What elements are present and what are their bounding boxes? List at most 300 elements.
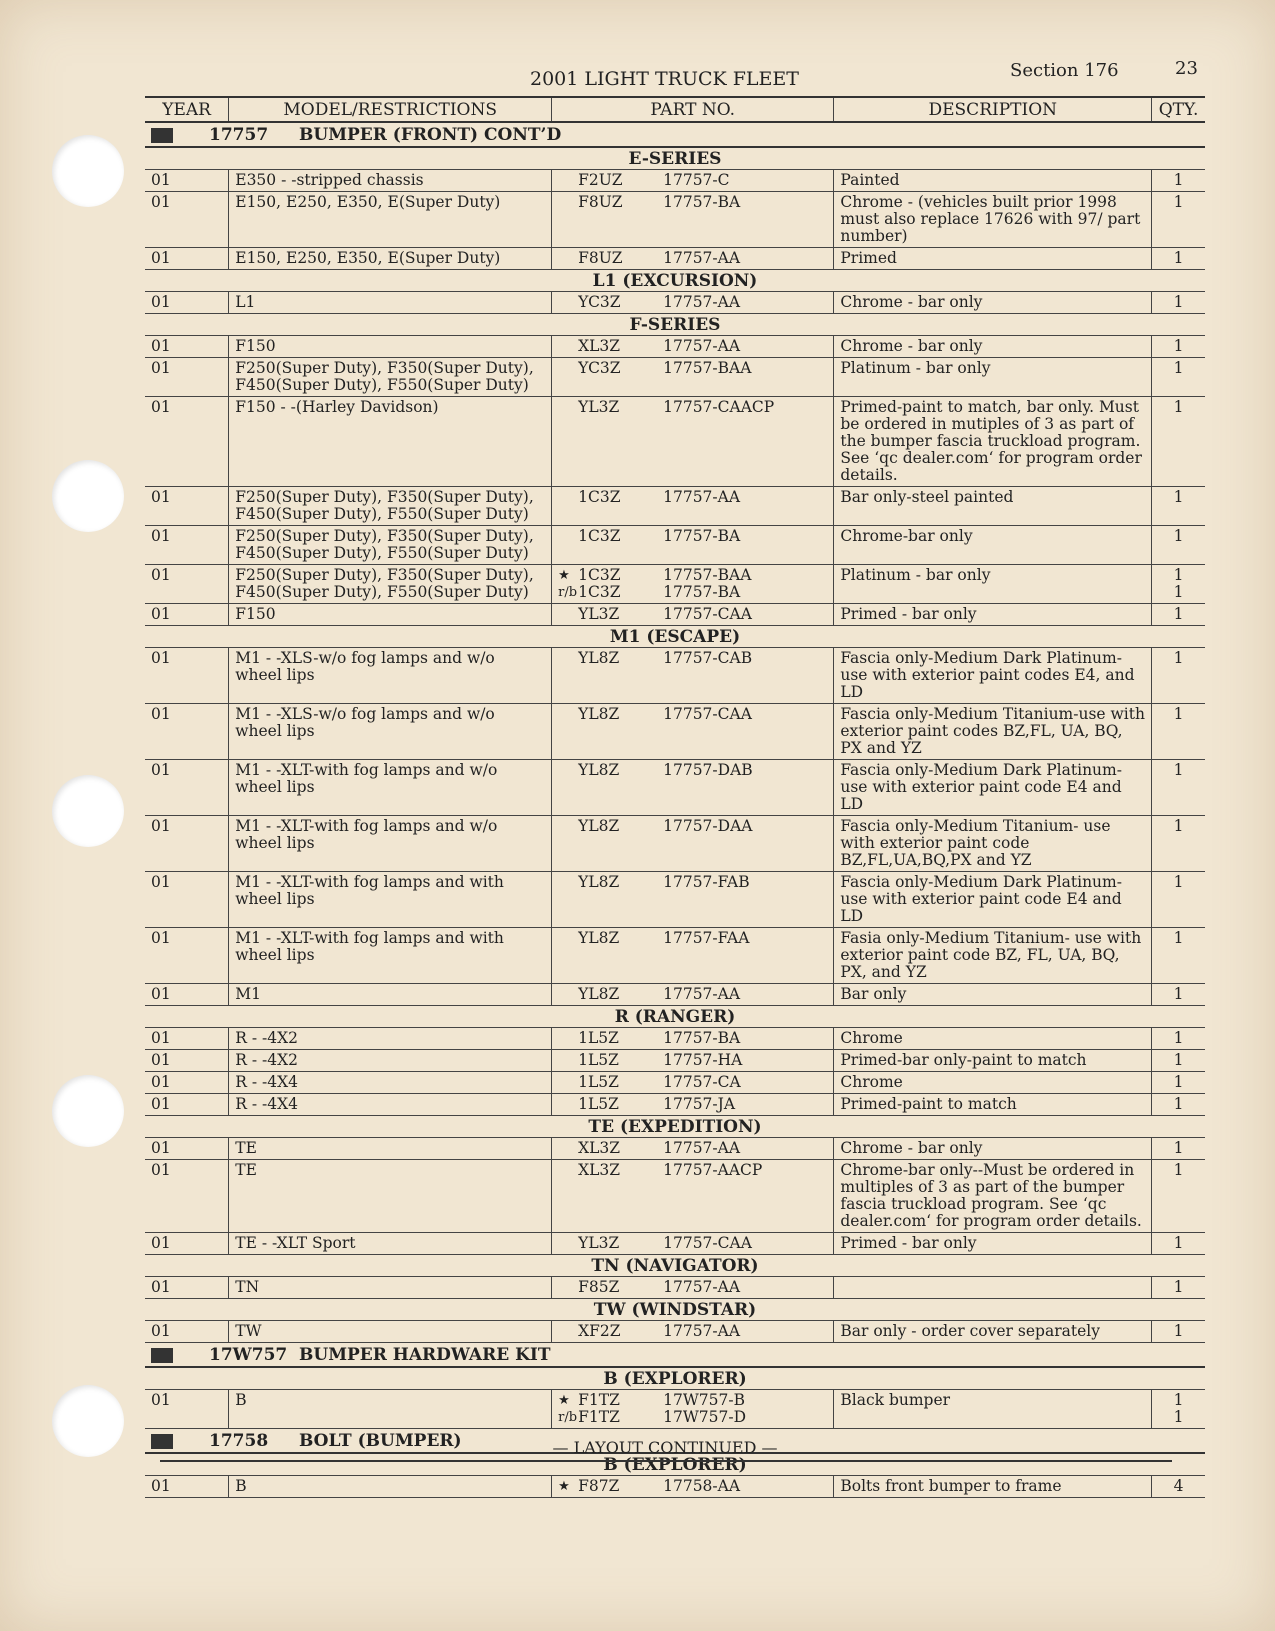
part-base: 1C3Z	[578, 488, 621, 506]
part-prefix	[558, 986, 578, 1003]
parts-table	[145, 96, 1205, 1498]
year-cell: 01	[145, 816, 229, 872]
qty-value: 1	[1173, 1234, 1184, 1252]
table-row	[145, 565, 1205, 604]
description-cell: Fasia only-Medium Titanium- use with exterior paint code BZ, FL, UA, BQ, PX, and YZ	[834, 928, 1152, 984]
part-suffix: 17757-DAA	[663, 817, 753, 835]
description-cell: Bar only - order cover separately	[834, 1321, 1152, 1343]
part-prefix	[558, 1140, 578, 1157]
description-cell: Chrome - (vehicles built prior 1998 must also replace 17626 with 97/ part number)	[834, 192, 1152, 248]
part-number	[558, 250, 827, 267]
part-base: XL3Z	[578, 1161, 621, 1179]
part-base: XL3Z	[578, 1139, 621, 1157]
part-number	[558, 399, 827, 416]
table-row	[145, 1277, 1205, 1299]
part-number	[558, 1392, 827, 1409]
part-base: YL3Z	[578, 398, 620, 416]
qty-value: 1	[1173, 1278, 1184, 1296]
part-cell	[552, 760, 834, 816]
subsection-row	[145, 1255, 1205, 1277]
description-cell: Primed-paint to match, bar only. Must be ordered in mutiples of 3 as part of the bumper fascia truckload program. See ‘qc dealer.com‘ for program order details.	[834, 397, 1152, 487]
part-cell	[552, 565, 834, 604]
qty-cell	[1152, 192, 1205, 248]
part-cell	[552, 1233, 834, 1255]
subsection-title: TE (EXPEDITION)	[145, 1116, 1205, 1138]
subsection-row	[145, 1367, 1205, 1390]
part-cell	[552, 1028, 834, 1050]
qty-cell	[1152, 1390, 1205, 1429]
qty-value: 1	[1173, 583, 1184, 601]
binder-hole	[52, 775, 124, 847]
part-base: YL3Z	[578, 1234, 620, 1252]
part-suffix: 17757-BA	[663, 583, 741, 601]
qty-cell	[1152, 1094, 1205, 1116]
description-cell: Bar only	[834, 984, 1152, 1006]
part-base: YL8Z	[578, 761, 620, 779]
part-cell	[552, 170, 834, 192]
year-cell: 01	[145, 604, 229, 626]
group-number: 17W757	[209, 1345, 288, 1365]
year-cell: 01	[145, 248, 229, 270]
qty-cell	[1152, 1160, 1205, 1233]
part-cell	[552, 1277, 834, 1299]
year-cell: 01	[145, 704, 229, 760]
qty-value: 1	[1173, 1029, 1184, 1047]
subsection-title: TN (NAVIGATOR)	[145, 1255, 1205, 1277]
model-cell: B	[229, 1476, 552, 1498]
part-cell	[552, 872, 834, 928]
part-cell	[552, 604, 834, 626]
model-cell: F250(Super Duty), F350(Super Duty), F450(Super Duty), F550(Super Duty)	[229, 526, 552, 565]
part-number	[558, 606, 827, 623]
qty-value: 1	[1173, 605, 1184, 623]
model-cell: R - -4X4	[229, 1094, 552, 1116]
table-row	[145, 358, 1205, 397]
model-cell: M1	[229, 984, 552, 1006]
part-prefix: ★	[558, 1393, 570, 1408]
table-header-row	[145, 97, 1205, 122]
group-marker	[151, 1348, 173, 1363]
description-cell: Primed	[834, 248, 1152, 270]
year-cell: 01	[145, 1050, 229, 1072]
description-cell: Fascia only-Medium Dark Platinum-use with exterior paint codes E4, and LD	[834, 648, 1152, 704]
part-prefix: ★	[558, 568, 570, 583]
part-cell	[552, 248, 834, 270]
part-prefix	[558, 294, 578, 311]
part-number	[558, 338, 827, 355]
part-number	[558, 194, 827, 211]
subsection-row	[145, 626, 1205, 648]
qty-value: 1	[1173, 705, 1184, 723]
part-suffix: 17757-BAA	[663, 359, 752, 377]
qty-cell	[1152, 170, 1205, 192]
year-cell: 01	[145, 1277, 229, 1299]
part-number	[558, 818, 827, 835]
year-cell: 01	[145, 487, 229, 526]
description-cell: Chrome-bar only	[834, 526, 1152, 565]
model-cell: E350 - -stripped chassis	[229, 170, 552, 192]
model-cell: M1 - -XLT-with fog lamps and w/o wheel lips	[229, 760, 552, 816]
part-base: 1L5Z	[578, 1029, 619, 1047]
part-suffix: 17757-AA	[663, 337, 741, 355]
part-base: XL3Z	[578, 337, 621, 355]
qty-value: 4	[1173, 1477, 1184, 1495]
year-cell: 01	[145, 292, 229, 314]
part-cell	[552, 358, 834, 397]
part-prefix	[558, 250, 578, 267]
part-number	[558, 294, 827, 311]
part-suffix: 17757-AA	[663, 985, 741, 1003]
part-prefix	[558, 338, 578, 355]
part-base: F87Z	[578, 1477, 620, 1495]
part-prefix: ★	[558, 1479, 570, 1494]
part-base: YL8Z	[578, 649, 620, 667]
model-cell: F250(Super Duty), F350(Super Duty), F450(Super Duty), F550(Super Duty)	[229, 358, 552, 397]
part-cell	[552, 487, 834, 526]
part-base: 1L5Z	[578, 1095, 619, 1113]
qty-value: 1	[1173, 929, 1184, 947]
part-number	[558, 489, 827, 506]
part-number	[558, 528, 827, 545]
description-cell: Fascia only-Medium Titanium- use with exterior paint code BZ,FL,UA,BQ,PX and YZ	[834, 816, 1152, 872]
qty-cell	[1152, 704, 1205, 760]
qty-cell	[1152, 487, 1205, 526]
table-row	[145, 1094, 1205, 1116]
qty-value: 1	[1173, 171, 1184, 189]
model-cell: F250(Super Duty), F350(Super Duty), F450(Super Duty), F550(Super Duty)	[229, 565, 552, 604]
qty-value: 1	[1173, 249, 1184, 267]
part-cell	[552, 648, 834, 704]
description-cell: Painted	[834, 170, 1152, 192]
part-suffix: 17757-AA	[663, 1278, 741, 1296]
col-header-part: PART NO.	[552, 97, 834, 122]
table-row	[145, 1321, 1205, 1343]
model-cell: M1 - -XLS-w/o fog lamps and w/o wheel lips	[229, 648, 552, 704]
table-row	[145, 192, 1205, 248]
description-cell: Primed - bar only	[834, 1233, 1152, 1255]
part-suffix: 17W757-B	[663, 1391, 745, 1409]
qty-cell	[1152, 1138, 1205, 1160]
table-row	[145, 1050, 1205, 1072]
part-prefix	[558, 762, 578, 779]
part-base: 1L5Z	[578, 1073, 619, 1091]
table-row	[145, 1028, 1205, 1050]
table-row	[145, 928, 1205, 984]
part-prefix	[558, 930, 578, 947]
qty-cell	[1152, 358, 1205, 397]
model-cell: TW	[229, 1321, 552, 1343]
year-cell: 01	[145, 1072, 229, 1094]
part-prefix	[558, 489, 578, 506]
binder-hole	[52, 135, 124, 207]
page-title: 2001 LIGHT TRUCK FLEET	[530, 68, 799, 90]
part-prefix	[558, 1074, 578, 1091]
part-cell	[552, 1138, 834, 1160]
group-name: BUMPER HARDWARE KIT	[299, 1345, 551, 1365]
part-cell	[552, 192, 834, 248]
binder-hole	[52, 460, 124, 532]
part-base: F8UZ	[578, 193, 623, 211]
part-suffix: 17757-BA	[663, 193, 741, 211]
year-cell: 01	[145, 336, 229, 358]
model-cell: L1	[229, 292, 552, 314]
description-cell: Bolts front bumper to frame	[834, 1476, 1152, 1498]
part-number	[558, 1162, 827, 1179]
part-prefix	[558, 1030, 578, 1047]
part-cell	[552, 292, 834, 314]
part-number	[558, 1235, 827, 1252]
model-cell: F250(Super Duty), F350(Super Duty), F450(Super Duty), F550(Super Duty)	[229, 487, 552, 526]
qty-value: 1	[1173, 1051, 1184, 1069]
table-row	[145, 292, 1205, 314]
year-cell: 01	[145, 192, 229, 248]
part-cell	[552, 1160, 834, 1233]
section-label: Section 176	[1010, 60, 1119, 81]
part-suffix: 17757-AA	[663, 1322, 741, 1340]
description-cell: Fascia only-Medium Dark Platinum-use with exterior paint code E4 and LD	[834, 872, 1152, 928]
part-suffix: 17758-AA	[663, 1477, 741, 1495]
subsection-row	[145, 1116, 1205, 1138]
part-suffix: 17757-FAA	[663, 929, 750, 947]
description-cell: Primed-bar only-paint to match	[834, 1050, 1152, 1072]
part-number	[558, 1074, 827, 1091]
model-cell: M1 - -XLT-with fog lamps and w/o wheel lips	[229, 816, 552, 872]
year-cell: 01	[145, 1321, 229, 1343]
qty-value: 1	[1173, 817, 1184, 835]
group-marker	[151, 128, 173, 143]
part-number	[558, 584, 827, 601]
year-cell: 01	[145, 984, 229, 1006]
part-suffix: 17757-BA	[663, 527, 741, 545]
group-header	[145, 122, 1205, 147]
model-cell: F150	[229, 604, 552, 626]
description-cell: Chrome	[834, 1028, 1152, 1050]
subsection-row	[145, 270, 1205, 292]
qty-cell	[1152, 1233, 1205, 1255]
qty-cell	[1152, 336, 1205, 358]
part-cell	[552, 816, 834, 872]
subsection-row	[145, 1299, 1205, 1321]
qty-value: 1	[1173, 873, 1184, 891]
part-suffix: 17757-AA	[663, 1139, 741, 1157]
model-cell: R - -4X2	[229, 1050, 552, 1072]
subsection-title: E-SERIES	[145, 147, 1205, 170]
part-prefix	[558, 874, 578, 891]
qty-value: 1	[1173, 1161, 1184, 1179]
part-number	[558, 1409, 827, 1426]
part-base: YL8Z	[578, 873, 620, 891]
model-cell: M1 - -XLT-with fog lamps and with wheel lips	[229, 872, 552, 928]
qty-cell	[1152, 1321, 1205, 1343]
part-suffix: 17757-CAA	[663, 1234, 752, 1252]
subsection-title: TW (WINDSTAR)	[145, 1299, 1205, 1321]
subsection-title: R (RANGER)	[145, 1006, 1205, 1028]
model-cell: E150, E250, E350, E(Super Duty)	[229, 248, 552, 270]
qty-value: 1	[1173, 1408, 1184, 1426]
qty-cell	[1152, 1072, 1205, 1094]
description-cell	[834, 1277, 1152, 1299]
part-cell	[552, 984, 834, 1006]
qty-value: 1	[1173, 1073, 1184, 1091]
subsection-row	[145, 314, 1205, 336]
part-cell	[552, 1050, 834, 1072]
layout-continued: — LAYOUT CONTINUED —	[552, 1438, 778, 1457]
binder-hole	[52, 1385, 124, 1457]
table-row	[145, 526, 1205, 565]
model-cell: TE	[229, 1138, 552, 1160]
qty-cell	[1152, 248, 1205, 270]
part-number	[558, 1140, 827, 1157]
qty-value: 1	[1173, 337, 1184, 355]
part-prefix	[558, 706, 578, 723]
part-suffix: 17757-BA	[663, 1029, 741, 1047]
qty-cell	[1152, 1050, 1205, 1072]
part-base: 1L5Z	[578, 1051, 619, 1069]
table-row	[145, 872, 1205, 928]
part-suffix: 17757-AA	[663, 488, 741, 506]
part-cell	[552, 526, 834, 565]
binder-hole	[52, 1075, 124, 1147]
part-cell	[552, 1094, 834, 1116]
qty-value: 1	[1173, 761, 1184, 779]
part-prefix	[558, 360, 578, 377]
part-suffix: 17757-CAB	[663, 649, 753, 667]
part-cell	[552, 1390, 834, 1429]
page-header	[145, 56, 1198, 96]
description-cell: Chrome - bar only	[834, 1138, 1152, 1160]
table-row	[145, 1138, 1205, 1160]
year-cell: 01	[145, 648, 229, 704]
model-cell: E150, E250, E350, E(Super Duty)	[229, 192, 552, 248]
qty-value: 1	[1173, 398, 1184, 416]
part-cell	[552, 397, 834, 487]
qty-value: 1	[1173, 985, 1184, 1003]
part-number	[558, 1323, 827, 1340]
part-suffix: 17757-CAA	[663, 705, 752, 723]
year-cell: 01	[145, 1160, 229, 1233]
part-number	[558, 1096, 827, 1113]
qty-cell	[1152, 1277, 1205, 1299]
model-cell: M1 - -XLT-with fog lamps and with wheel lips	[229, 928, 552, 984]
part-number	[558, 1478, 827, 1495]
description-cell: Primed - bar only	[834, 604, 1152, 626]
table-row	[145, 1072, 1205, 1094]
part-prefix	[558, 194, 578, 211]
year-cell: 01	[145, 565, 229, 604]
year-cell: 01	[145, 1233, 229, 1255]
table-row	[145, 170, 1205, 192]
year-cell: 01	[145, 1094, 229, 1116]
qty-cell	[1152, 816, 1205, 872]
subsection-title: F-SERIES	[145, 314, 1205, 336]
group-header-row	[145, 1343, 1205, 1368]
table-row	[145, 487, 1205, 526]
part-suffix: 17757-CAA	[663, 605, 752, 623]
table-row	[145, 397, 1205, 487]
group-name: BOLT (BUMPER)	[299, 1431, 462, 1451]
table-row	[145, 1476, 1205, 1498]
part-base: YL8Z	[578, 817, 620, 835]
group-header-row	[145, 122, 1205, 147]
part-prefix	[558, 172, 578, 189]
year-cell: 01	[145, 1138, 229, 1160]
model-cell: TE	[229, 1160, 552, 1233]
qty-value: 1	[1173, 527, 1184, 545]
model-cell: R - -4X4	[229, 1072, 552, 1094]
year-cell: 01	[145, 397, 229, 487]
description-cell: Fascia only-Medium Titanium-use with exterior paint codes BZ,FL, UA, BQ, PX and YZ	[834, 704, 1152, 760]
part-base: 1C3Z	[578, 583, 621, 601]
part-base: 1C3Z	[578, 527, 621, 545]
part-number	[558, 650, 827, 667]
group-header	[145, 1343, 1205, 1368]
table-row	[145, 984, 1205, 1006]
part-prefix	[558, 818, 578, 835]
part-suffix: 17757-JA	[663, 1095, 736, 1113]
part-suffix: 17757-CA	[663, 1073, 741, 1091]
part-prefix	[558, 1235, 578, 1252]
part-prefix	[558, 1279, 578, 1296]
part-base: XF2Z	[578, 1322, 621, 1340]
part-suffix: 17757-C	[663, 171, 730, 189]
qty-cell	[1152, 397, 1205, 487]
group-number: 17758	[209, 1431, 269, 1451]
model-cell: TN	[229, 1277, 552, 1299]
part-number	[558, 172, 827, 189]
part-base: YL8Z	[578, 985, 620, 1003]
year-cell: 01	[145, 928, 229, 984]
table-row	[145, 1233, 1205, 1255]
parts-body	[145, 122, 1205, 1498]
description-cell: Primed-paint to match	[834, 1094, 1152, 1116]
part-suffix: 17757-AACP	[663, 1161, 763, 1179]
part-prefix: r/b	[558, 585, 578, 600]
model-cell: TE - -XLT Sport	[229, 1233, 552, 1255]
description-cell: Platinum - bar only	[834, 358, 1152, 397]
part-cell	[552, 1321, 834, 1343]
part-prefix	[558, 399, 578, 416]
qty-cell	[1152, 1028, 1205, 1050]
col-header-year: YEAR	[145, 97, 229, 122]
model-cell: R - -4X2	[229, 1028, 552, 1050]
page-number: 23	[1175, 58, 1198, 79]
part-prefix: r/b	[558, 1410, 578, 1425]
year-cell: 01	[145, 872, 229, 928]
qty-value: 1	[1173, 1391, 1184, 1409]
part-number	[558, 762, 827, 779]
qty-cell	[1152, 526, 1205, 565]
part-prefix	[558, 1323, 578, 1340]
part-prefix	[558, 650, 578, 667]
part-suffix: 17757-HA	[663, 1051, 743, 1069]
year-cell: 01	[145, 1390, 229, 1429]
part-base: YL3Z	[578, 605, 620, 623]
table-row	[145, 704, 1205, 760]
part-base: F85Z	[578, 1278, 620, 1296]
part-base: F1TZ	[578, 1408, 620, 1426]
part-prefix	[558, 1162, 578, 1179]
table-row	[145, 336, 1205, 358]
qty-cell	[1152, 292, 1205, 314]
description-cell: Chrome	[834, 1072, 1152, 1094]
table-row	[145, 604, 1205, 626]
col-header-description: DESCRIPTION	[834, 97, 1152, 122]
subsection-title: B (EXPLORER)	[145, 1367, 1205, 1390]
table-row	[145, 816, 1205, 872]
model-cell: M1 - -XLS-w/o fog lamps and w/o wheel lips	[229, 704, 552, 760]
group-name: BUMPER (FRONT) CONT’D	[299, 125, 562, 145]
year-cell: 01	[145, 526, 229, 565]
